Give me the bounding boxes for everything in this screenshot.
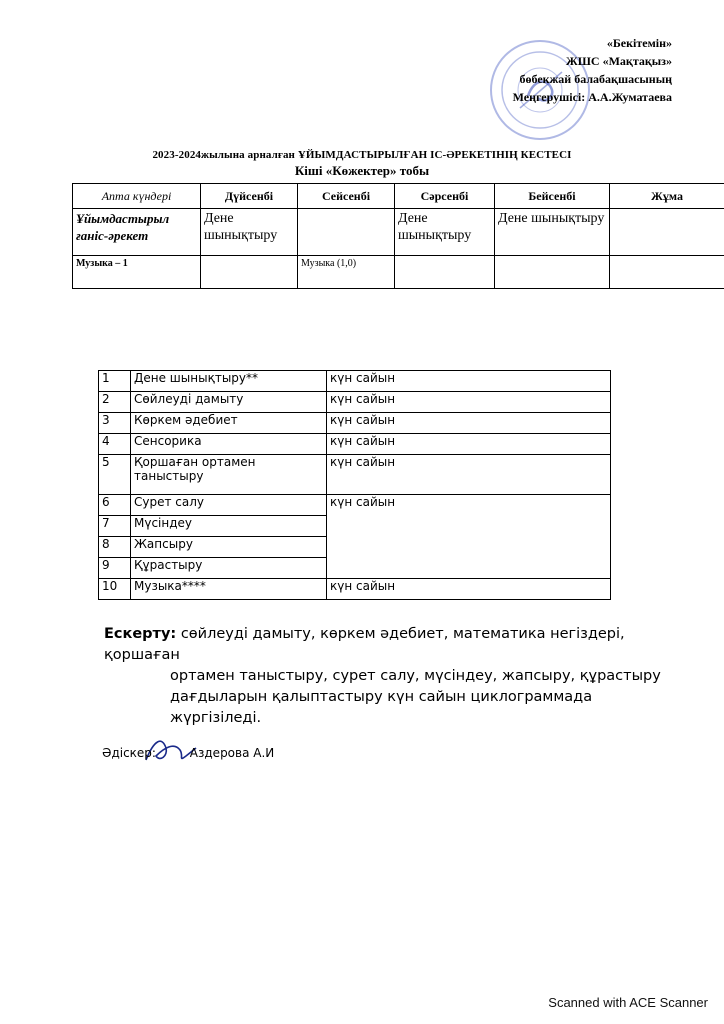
subject-frequency: күн сайын bbox=[327, 579, 611, 600]
schedule-cell: Музыка (1,0) bbox=[298, 256, 395, 289]
schedule-cell: Дене шынықтыру bbox=[395, 209, 495, 256]
schedule-cell bbox=[201, 256, 298, 289]
subject-row bbox=[99, 392, 611, 413]
subject-row bbox=[99, 371, 611, 392]
methodist-label: Әдіскер: bbox=[102, 746, 156, 760]
schedule-cell bbox=[495, 256, 610, 289]
subject-name: Дене шынықтыру** bbox=[131, 371, 327, 392]
subject-number: 8 bbox=[99, 537, 131, 558]
subject-number: 6 bbox=[99, 495, 131, 516]
subject-frequency: күн сайын bbox=[327, 434, 611, 455]
approval-line-3: бөбекжай балабақшасының bbox=[519, 72, 672, 86]
subject-frequency: күн сайын bbox=[327, 371, 611, 392]
subject-number: 9 bbox=[99, 558, 131, 579]
schedule-cell: Ұйымдастырыл ғаніс-әрекет bbox=[73, 209, 201, 256]
schedule-cell bbox=[395, 256, 495, 289]
subject-frequency: күн сайын bbox=[327, 413, 611, 434]
schedule-table bbox=[72, 183, 724, 289]
subject-name: Жапсыру bbox=[131, 537, 327, 558]
subject-name: Сенсорика bbox=[131, 434, 327, 455]
subject-name: Қоршаған ортамен таныстыру bbox=[131, 455, 327, 495]
header-wednesday: Сәрсенбі bbox=[395, 184, 495, 209]
schedule-row bbox=[73, 209, 724, 256]
header-tuesday: Сейсенбі bbox=[298, 184, 395, 209]
subject-row bbox=[99, 579, 611, 600]
schedule-cell: Музыка – 1 bbox=[73, 256, 201, 289]
subject-row bbox=[99, 434, 611, 455]
approval-block bbox=[513, 34, 672, 106]
schedule-cell: Дене шынықтыру bbox=[201, 209, 298, 256]
subject-number: 4 bbox=[99, 434, 131, 455]
subject-row bbox=[99, 413, 611, 434]
schedule-cell bbox=[298, 209, 395, 256]
subject-name: Музыка**** bbox=[131, 579, 327, 600]
methodist-line bbox=[102, 746, 274, 760]
group-title: Кіші «Көжектер» тобы bbox=[294, 163, 430, 178]
schedule-header-row bbox=[73, 184, 724, 209]
subject-frequency: күн сайын bbox=[327, 455, 611, 495]
note-line-2: ортамен таныстыру, сурет салу, мүсіндеу, жапсыру, құрастыру bbox=[170, 668, 661, 684]
subject-name: Көркем әдебиет bbox=[131, 413, 327, 434]
subject-name: Құрастыру bbox=[131, 558, 327, 579]
note-line-1: сөйлеуді дамыту, көркем әдебиет, математика негіздері, қоршаған bbox=[104, 626, 625, 663]
methodist-name: Аздерова А.И bbox=[189, 746, 275, 760]
subject-name: Сөйлеуді дамыту bbox=[131, 392, 327, 413]
subjects-table bbox=[98, 370, 611, 600]
subject-number: 5 bbox=[99, 455, 131, 495]
subject-row bbox=[99, 455, 611, 495]
schedule-cell: Дене шынықтыру bbox=[495, 209, 610, 256]
header-weekdays: Апта күндері bbox=[73, 184, 201, 209]
subject-frequency: күн сайын bbox=[327, 495, 611, 579]
header-monday: Дүйсенбі bbox=[201, 184, 298, 209]
subject-frequency: күн сайын bbox=[327, 392, 611, 413]
schedule-cell bbox=[610, 256, 724, 289]
schedule-cell bbox=[610, 209, 724, 256]
subject-number: 7 bbox=[99, 516, 131, 537]
subject-number: 2 bbox=[99, 392, 131, 413]
note-label: Ескерту: bbox=[104, 626, 177, 642]
subject-row bbox=[99, 495, 611, 516]
subject-name: Мүсіндеу bbox=[131, 516, 327, 537]
subject-number: 1 bbox=[99, 371, 131, 392]
scanner-watermark: Scanned with ACE Scanner bbox=[548, 995, 708, 1010]
note-line-3: дағдыларын қалыптастыру күн сайын циклограммада жүргізіледі. bbox=[170, 689, 593, 726]
subject-number: 10 bbox=[99, 579, 131, 600]
header-friday: Жұма bbox=[610, 184, 724, 209]
document-title: 2023-2024жылына арналған ҰЙЫМДАСТЫРЫЛҒАН ІС-ӘРЕКЕТІНІҢ КЕСТЕСІ bbox=[152, 149, 572, 161]
header-thursday: Бейсенбі bbox=[495, 184, 610, 209]
schedule-row bbox=[73, 256, 724, 289]
approval-line-2: ЖШС «Мақтақыз» bbox=[565, 54, 672, 68]
approval-line-1: «Бекітемін» bbox=[606, 36, 672, 50]
subject-name: Сурет салу bbox=[131, 495, 327, 516]
approval-line-4: Меңгерушісі: А.А.Жуматаева bbox=[512, 90, 672, 104]
subject-number: 3 bbox=[99, 413, 131, 434]
note-block bbox=[104, 624, 674, 729]
